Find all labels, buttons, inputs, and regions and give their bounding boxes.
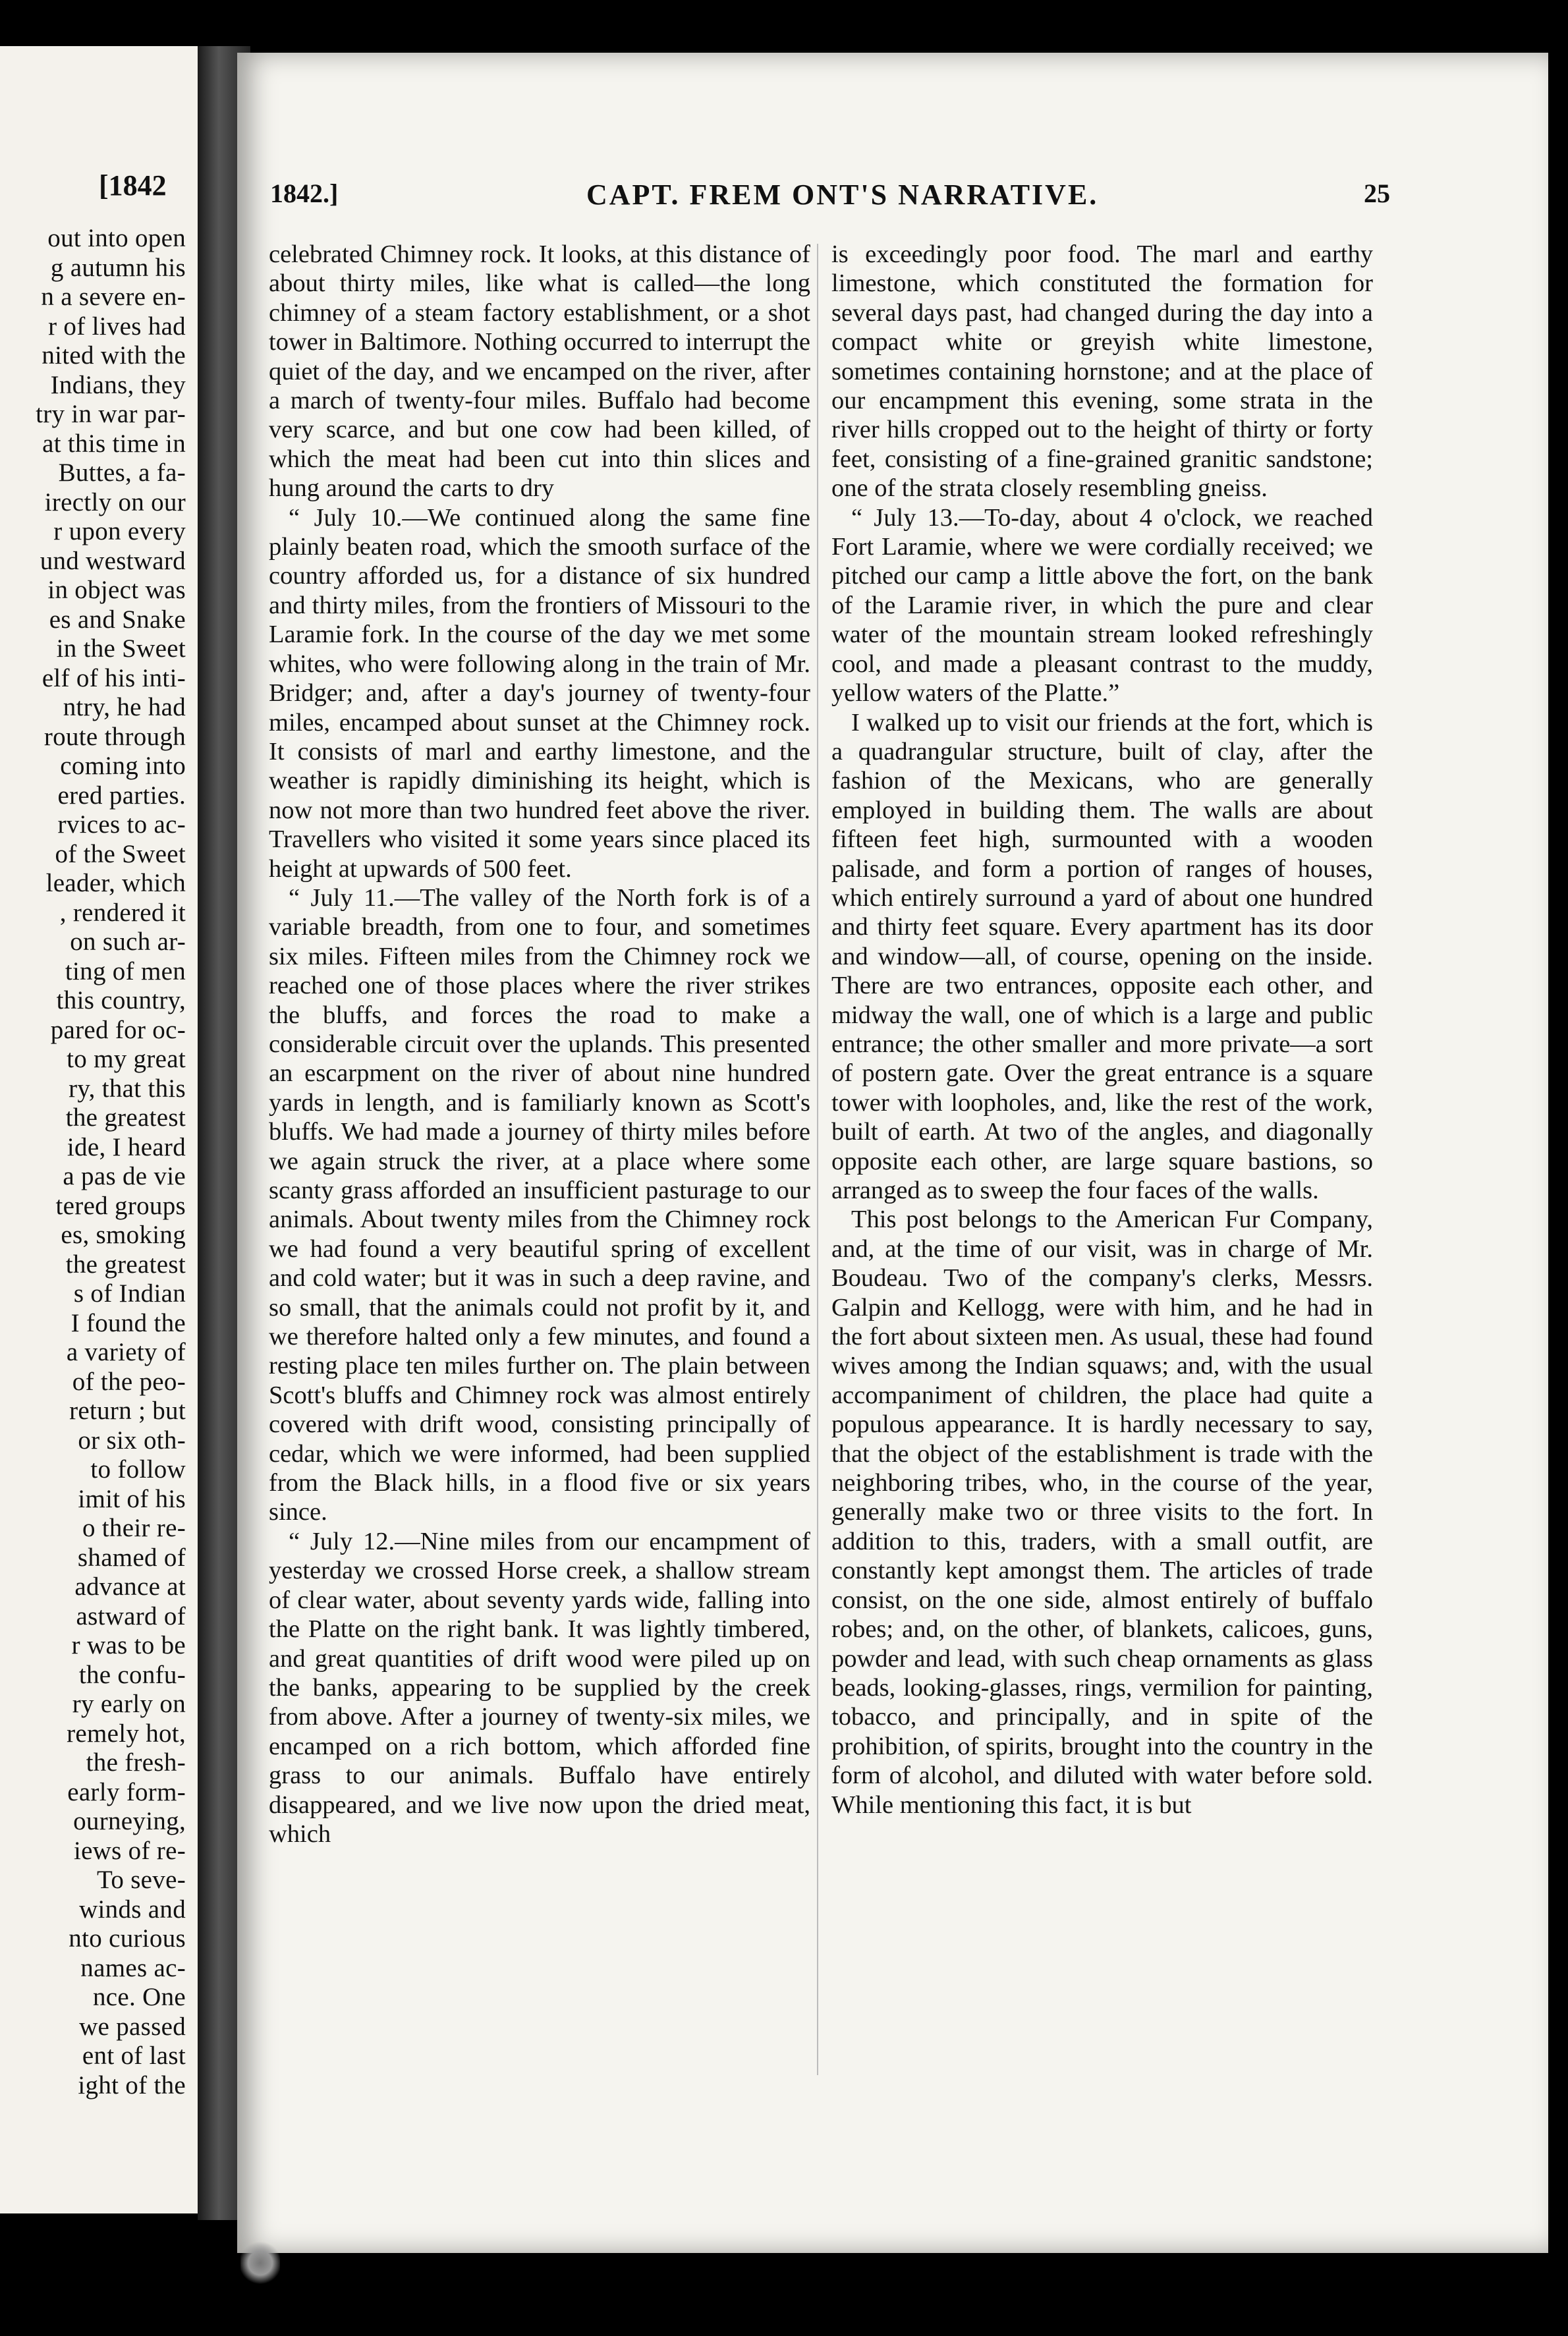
facing-page-line: tered groups	[55, 1191, 186, 1220]
facing-page-line: early form-	[67, 1777, 186, 1806]
paragraph: is exceedingly poor food. The marl and earthy limestone, which constituted the formation for several days past, had changed during the day into a compact white or greyish white limestone, sometimes containing hornstone; and at the place of our encampment this evening, some strata in the river hills cropped out to the height of thirty or forty feet, consisting of a fine-grained granitic sandstone; one of the strata closely resembling gneiss.	[831, 240, 1373, 503]
facing-page-line: the greatest	[65, 1103, 186, 1132]
facing-page-line: o their re-	[82, 1514, 186, 1542]
left-column	[269, 240, 810, 1849]
facing-page-line: route through	[43, 722, 186, 751]
facing-page-line: nited with the	[42, 341, 186, 370]
facing-page-line: the confu-	[78, 1660, 186, 1689]
facing-page-line: n a severe en-	[41, 283, 186, 311]
facing-page-line: to my great	[67, 1045, 186, 1073]
facing-page-line: ered parties.	[57, 781, 186, 810]
facing-page-line: return ; but	[69, 1397, 186, 1425]
page-number: 25	[1364, 179, 1390, 208]
facing-page-line: astward of	[76, 1601, 186, 1630]
facing-page-line: ide, I heard	[67, 1132, 186, 1161]
facing-page-line: ting of men	[65, 957, 186, 986]
header-title: CAPT. FREM ONT'S NARRATIVE.	[586, 179, 1099, 211]
facing-page-line: s of Indian	[73, 1279, 186, 1308]
facing-page-line: this country,	[56, 986, 186, 1015]
facing-page	[0, 46, 202, 2213]
facing-page-line: in the Sweet	[56, 634, 186, 663]
facing-page-line: ntry, he had	[63, 693, 186, 721]
facing-page-header: [1842	[99, 169, 167, 202]
facing-page-line: shamed of	[77, 1543, 186, 1572]
facing-page-line: we passed	[79, 2012, 186, 2041]
facing-page-line: on such ar-	[70, 928, 186, 956]
facing-page-line: or six oth-	[78, 1426, 186, 1455]
facing-page-line: names ac-	[80, 1953, 186, 1982]
facing-page-line: nce. One	[93, 1983, 186, 2011]
facing-page-line: pared for oc-	[50, 1015, 186, 1044]
facing-page-line: try in war par-	[36, 400, 186, 428]
page-blemish	[240, 2240, 280, 2286]
facing-page-line: I found the	[70, 1308, 186, 1337]
facing-page-line: iews of re-	[73, 1836, 186, 1865]
facing-page-text	[0, 224, 186, 2100]
facing-page-line: ry early on	[72, 1690, 186, 1718]
header-year: 1842.]	[270, 179, 339, 208]
facing-page-line: a pas de vie	[63, 1162, 186, 1190]
facing-page-line: ourneying,	[73, 1807, 186, 1835]
facing-page-line: winds and	[79, 1895, 186, 1924]
facing-page-line: at this time in	[42, 429, 186, 458]
facing-page-line: g autumn his	[50, 253, 186, 282]
facing-page-line: r upon every	[53, 517, 186, 545]
paragraph: I walked up to visit our friends at the fort, which is a quadrangular structure, built of clay, after the fashion of the Mexicans, who are generally employed in building them. The walls are about fifteen feet high, surmounted with a wooden palisade, and form a portion of ranges of houses, which entirely surround a yard of about one hundred and thirty feet square. Every apartment has its door and window—all, of course, opening on the inside. There are two entrances, opposite each other, and midway the wall, one of which is a large and public entrance; the other smaller and more private—a sort of postern gate. Over the great entrance is a square tower with loopholes, and, like the rest of the work, built of earth. At two of the angles, and diagonally opposite each other, are large square bastions, so arranged as to sweep the four faces of the walls.	[831, 708, 1373, 1204]
facing-page-line: remely hot,	[67, 1719, 186, 1748]
facing-page-line: rvices to ac-	[57, 810, 186, 839]
facing-page-line: coming into	[60, 752, 186, 780]
facing-page-line: leader, which	[45, 869, 186, 897]
facing-page-line: , rendered it	[59, 898, 186, 927]
facing-page-line: of the peo-	[72, 1367, 186, 1396]
running-header	[270, 178, 1390, 217]
paragraph: “ July 11.—The valley of the North fork is of a variable breadth, from one to four, and sometimes six miles. Fifteen miles from the Chimney rock we reached one of those places where the river strikes the bluffs, and forces the road to make a considerable circuit over the uplands. This presented an escarpment on the river of about nine hundred yards in length, and is familiarly known as Scott's bluffs. We had made a journey of thirty miles before we again struck the river, at a place where some scanty grass afforded an insufficient pasturage to our animals. About twenty miles from the Chimney rock we had found a very beautiful spring of excellent and cold water; but it was in such a deep ravine, and so small, that the animals could not profit by it, and we therefore halted only a few minutes, and found a resting place ten miles further on. The plain between Scott's bluffs and Chimney rock was almost entirely covered with drift wood, consisting principally of cedar, which we were informed, had been supplied from the Black hills, in a flood five or six years since.	[269, 883, 810, 1526]
paragraph: “ July 12.—Nine miles from our encampment of yesterday we crossed Horse creek, a shallow stream of clear water, about seventy yards wide, falling into the Platte on the right bank. It was lightly timbered, and great quantities of drift wood were piled up on the banks, appearing to be supplied by the creek from above. After a journey of twenty-six miles, we encamped on a rich bottom, which afforded fine grass to our animals. Buffalo have entirely disappeared, and we live now upon the dried meat, which	[269, 1527, 810, 1848]
facing-page-line: und westward	[40, 546, 186, 575]
right-column	[831, 240, 1373, 1820]
facing-page-line: r of lives had	[48, 312, 186, 341]
paragraph: celebrated Chimney rock. It looks, at this distance of about thirty miles, like what is called—the long chimney of a steam factory establishment, or a shot tower in Baltimore. Nothing occurred to interrupt the quiet of the day, and we encamped on the river, after a march of twenty-four miles. Buffalo had become very scarce, and but one cow had been killed, of which the meat had been cut into thin slices and hung around the carts to dry	[269, 240, 810, 503]
paragraph: “ July 10.—We continued along the same fine plainly beaten road, which the smooth surface of the country afforded us, for a distance of six hundred and thirty miles, from the frontiers of Missouri to the Laramie fork. In the course of the day we met some whites, who were following along in the train of Mr. Bridger; and, after a day's journey of twenty-four miles, encamped about sunset at the Chimney rock. It consists of marl and earthy limestone, and the weather is rapidly diminishing its height, which is now not more than two hundred feet above the river. Travellers who visited it some years since placed its height at upwards of 500 feet.	[269, 503, 810, 883]
paragraph: This post belongs to the American Fur Company, and, at the time of our visit, was in charge of Mr. Boudeau. Two of the company's clerks, Messrs. Galpin and Kellogg, were with him, and he had in the fort about sixteen men. As usual, these had found wives among the Indian squaws; and, with the usual accompaniment of children, the place had quite a populous appearance. It is hardly necessary to say, that the object of the establishment is trade with the neighboring tribes, who, in the course of the year, generally make two or three visits to the fort. In addition to this, traders, with a small outfit, are constantly kept amongst them. The articles of trade consist, on the one side, almost entirely of buffalo robes; and, on the other, of blankets, calicoes, guns, powder and lead, with such cheap ornaments as glass beads, looking-glasses, rings, vermilion for painting, tobacco, and principally, and in spite of the prohibition, of spirits, brought into the country in the form of alcohol, and diluted with water before sold. While mentioning this fact, it is but	[831, 1206, 1373, 1819]
facing-page-line: r was to be	[71, 1631, 186, 1659]
facing-page-line: nto curious	[69, 1924, 186, 1953]
facing-page-line: imit of his	[78, 1484, 186, 1513]
facing-page-line: a variety of	[66, 1338, 186, 1366]
facing-page-line: To seve-	[96, 1866, 186, 1894]
facing-page-line: ight of the	[78, 2071, 186, 2100]
facing-page-line: Buttes, a fa-	[58, 459, 186, 487]
facing-page-line: the fresh-	[86, 1748, 186, 1777]
facing-page-line: out into open	[47, 224, 186, 252]
paragraph: “ July 13.—To-day, about 4 o'clock, we reached Fort Laramie, where we were cordially received; we pitched our camp a little above the fort, on the bank of the Laramie river, in which the pure and clear water of the mountain stream looked refreshingly cool, and made a pleasant contrast to the muddy, yellow waters of the Platte.”	[831, 503, 1373, 708]
facing-page-line: in object was	[47, 576, 186, 604]
facing-page-line: Indians, they	[50, 370, 186, 399]
facing-page-line: irectly on our	[44, 487, 186, 516]
facing-page-line: advance at	[74, 1572, 186, 1601]
facing-page-line: ent of last	[82, 2042, 186, 2070]
facing-page-line: to follow	[90, 1455, 186, 1484]
facing-page-line: elf of his inti-	[42, 663, 186, 692]
facing-page-line: es, smoking	[61, 1221, 186, 1249]
facing-page-line: of the Sweet	[55, 839, 186, 868]
facing-page-line: the greatest	[65, 1250, 186, 1279]
facing-page-line: es and Snake	[49, 605, 186, 634]
facing-page-line: ry, that this	[69, 1074, 186, 1103]
column-rule	[817, 244, 818, 2075]
